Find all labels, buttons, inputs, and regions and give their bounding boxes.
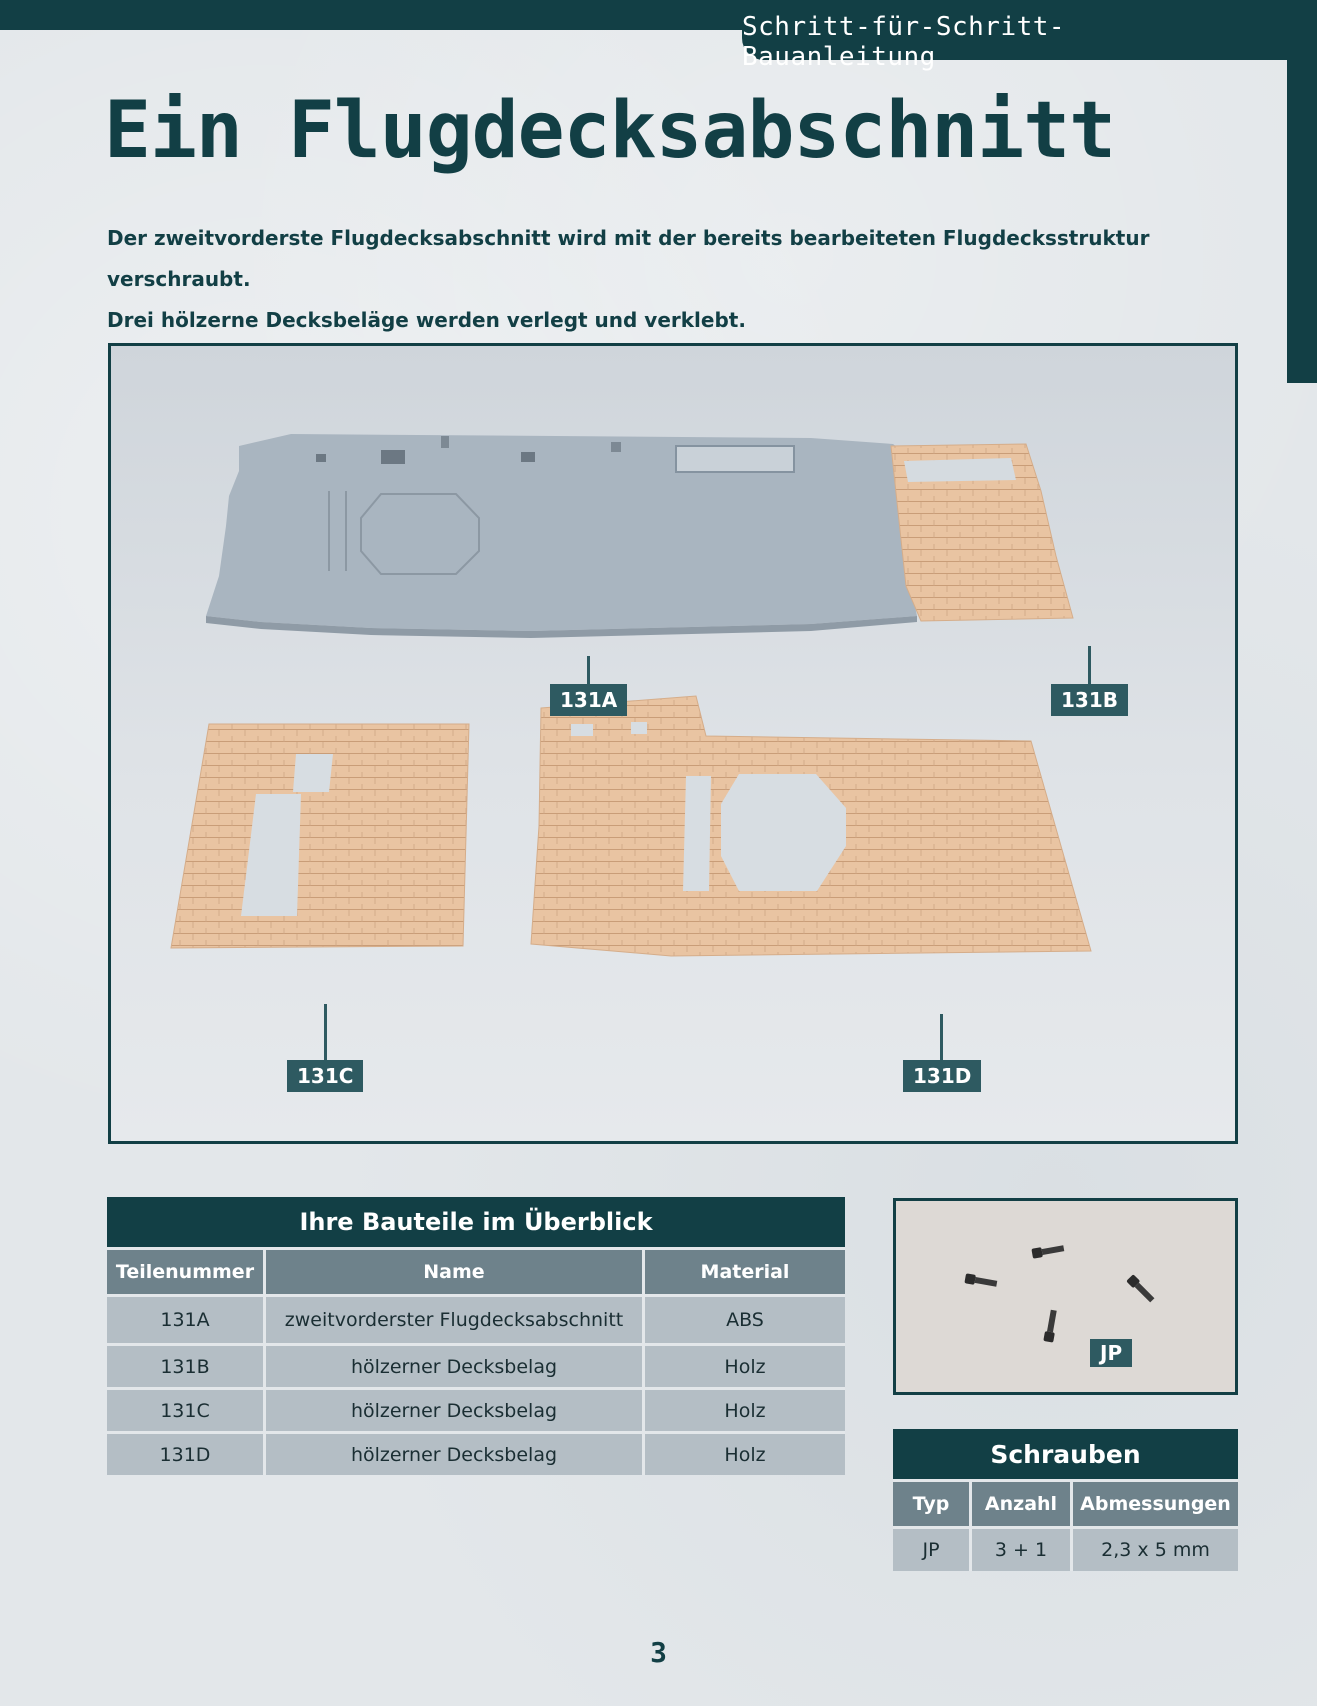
leader-131a	[587, 656, 590, 686]
leader-131b	[1088, 646, 1091, 686]
cell-material: ABS	[645, 1294, 845, 1343]
cell-number: 131D	[107, 1431, 266, 1475]
intro-line-1: Der zweitvorderste Flugdecksabschnitt wird mit der bereits bearbeiteten Flugdecksstruktur verschraubt.	[107, 226, 1150, 291]
cell-number: 131B	[107, 1343, 266, 1387]
cell-number: 131A	[107, 1294, 266, 1343]
screw-icon	[964, 1273, 997, 1288]
leader-131c	[324, 1004, 327, 1062]
part-131d-shape	[531, 696, 1091, 956]
col-header-material: Material	[645, 1247, 845, 1294]
parts-table-title: Ihre Bauteile im Überblick	[107, 1197, 845, 1247]
cell-material: Holz	[645, 1387, 845, 1431]
label-131d: 131D	[903, 1060, 981, 1092]
col-header-number: Teilenummer	[107, 1247, 266, 1294]
table-row	[107, 1343, 845, 1387]
parts-illustration	[111, 346, 1235, 1141]
cell-number: 131C	[107, 1387, 266, 1431]
part-131a-shape	[206, 434, 917, 638]
screw-photo	[893, 1198, 1238, 1395]
page-title: Ein Flugdecksabschnitt	[104, 86, 1116, 176]
intro-text	[107, 218, 1227, 341]
screw-icon	[1043, 1309, 1058, 1342]
screw-icon	[1031, 1243, 1064, 1258]
col-header-name: Name	[266, 1247, 645, 1294]
part-131b-shape	[891, 444, 1073, 621]
table-row	[107, 1431, 845, 1475]
cell-material: Holz	[645, 1343, 845, 1387]
side-accent-bar	[1287, 30, 1317, 383]
cell-material: Holz	[645, 1431, 845, 1475]
table-row	[107, 1387, 845, 1431]
screws-table	[893, 1429, 1238, 1571]
label-131a: 131A	[550, 684, 627, 716]
table-row	[893, 1526, 1238, 1571]
label-jp: JP	[1090, 1339, 1132, 1367]
part-131c-shape	[171, 724, 469, 948]
series-title: Schritt-für-Schritt-Bauanleitung	[742, 12, 1066, 72]
label-131b: 131B	[1051, 684, 1128, 716]
cell-name: hölzerner Decksbelag	[266, 1343, 645, 1387]
intro-line-2: Drei hölzerne Decksbeläge werden verlegt und verklebt.	[107, 308, 746, 332]
col-header-count: Anzahl	[972, 1479, 1073, 1526]
parts-table	[107, 1197, 845, 1475]
cell-name: hölzerner Decksbelag	[266, 1387, 645, 1431]
screws-table-title: Schrauben	[893, 1429, 1238, 1479]
cell-size: 2,3 x 5 mm	[1073, 1526, 1238, 1571]
cell-name: hölzerner Decksbelag	[266, 1431, 645, 1475]
leader-131d	[940, 1014, 943, 1062]
label-131c: 131C	[287, 1060, 363, 1092]
table-row	[107, 1294, 845, 1343]
col-header-type: Typ	[893, 1479, 972, 1526]
screws-illustration	[896, 1201, 1235, 1392]
cell-name: zweitvorderster Flugdecksabschnitt	[266, 1294, 645, 1343]
col-header-size: Abmessungen	[1073, 1479, 1238, 1526]
parts-photo	[108, 343, 1238, 1144]
page-number: 3	[650, 1636, 667, 1669]
header-tab	[742, 0, 1317, 72]
screw-icon	[1126, 1274, 1156, 1304]
cell-type: JP	[893, 1526, 972, 1571]
cell-count: 3 + 1	[972, 1526, 1073, 1571]
